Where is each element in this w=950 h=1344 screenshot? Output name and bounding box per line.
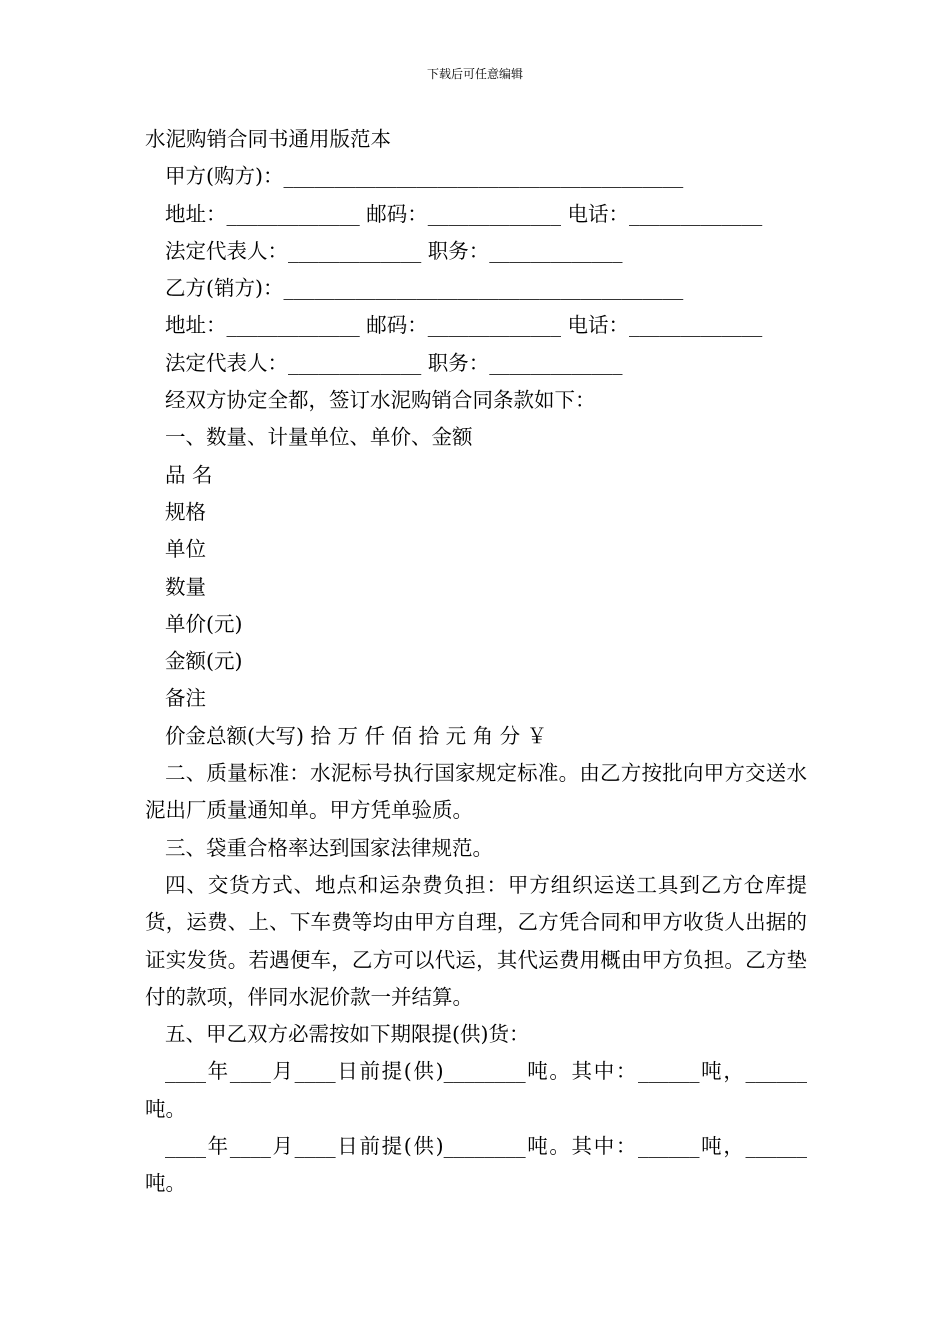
party-a-line: 甲方(购方)：_______________________________________ (165, 164, 684, 189)
section-four-delivery: 四、交货方式、地点和运杂费负担：甲方组织运送工具到乙方仓库提货，运费、上、下车费等均由甲方自理，乙方凭合同和甲方收货人出据的证实发货。若遇便车，乙方可以代运，其代运费用概由甲方负担。乙方垫付的款项，伴同水泥价款一并结算。 (145, 872, 807, 1009)
field-specification: 规格 (165, 499, 206, 524)
schedule-line-2: ____年____月____日前提(供)________吨。其中：______吨，______吨。 (145, 1134, 807, 1196)
party-b-address-line: 地址：_____________ 邮码：_____________ 电话：_____________ (165, 313, 763, 338)
party-b-representative-line: 法定代表人：_____________ 职务：_____________ (165, 350, 623, 375)
schedule-line-1: ____年____月____日前提(供)________吨。其中：______吨，______吨。 (145, 1059, 807, 1121)
total-amount-line: 价金总额(大写) 拾 万 仟 佰 拾 元 角 分 ￥ (165, 723, 548, 748)
document-body (145, 121, 807, 1203)
field-unit: 单位 (165, 537, 206, 562)
page-header-note: 下载后可任意编辑 (426, 67, 523, 81)
party-a-address-line: 地址：_____________ 邮码：_____________ 电话：_____________ (165, 201, 763, 226)
section-three-bag-weight: 三、袋重合格率达到国家法律规范。 (165, 835, 493, 860)
field-amount: 金额(元) (165, 649, 243, 674)
agreement-intro: 经双方协定全都，签订水泥购销合同条款如下： (165, 388, 596, 413)
field-remarks: 备注 (165, 686, 206, 711)
document-title: 水泥购销合同书通用版范本 (145, 127, 391, 151)
field-quantity: 数量 (165, 574, 206, 599)
field-unit-price: 单价(元) (165, 611, 243, 636)
field-product-name: 品 名 (165, 462, 213, 487)
section-five-schedule: 五、甲乙双方必需按如下期限提(供)货： (165, 1022, 530, 1047)
party-a-representative-line: 法定代表人：_____________ 职务：_____________ (165, 238, 623, 263)
section-two-quality: 二、质量标准：水泥标号执行国家规定标准。由乙方按批向甲方交送水泥出厂质量通知单。甲方凭单验质。 (145, 761, 807, 823)
section-one-heading: 一、数量、计量单位、单价、金额 (165, 425, 473, 450)
party-b-line: 乙方(销方)：_______________________________________ (165, 276, 684, 301)
